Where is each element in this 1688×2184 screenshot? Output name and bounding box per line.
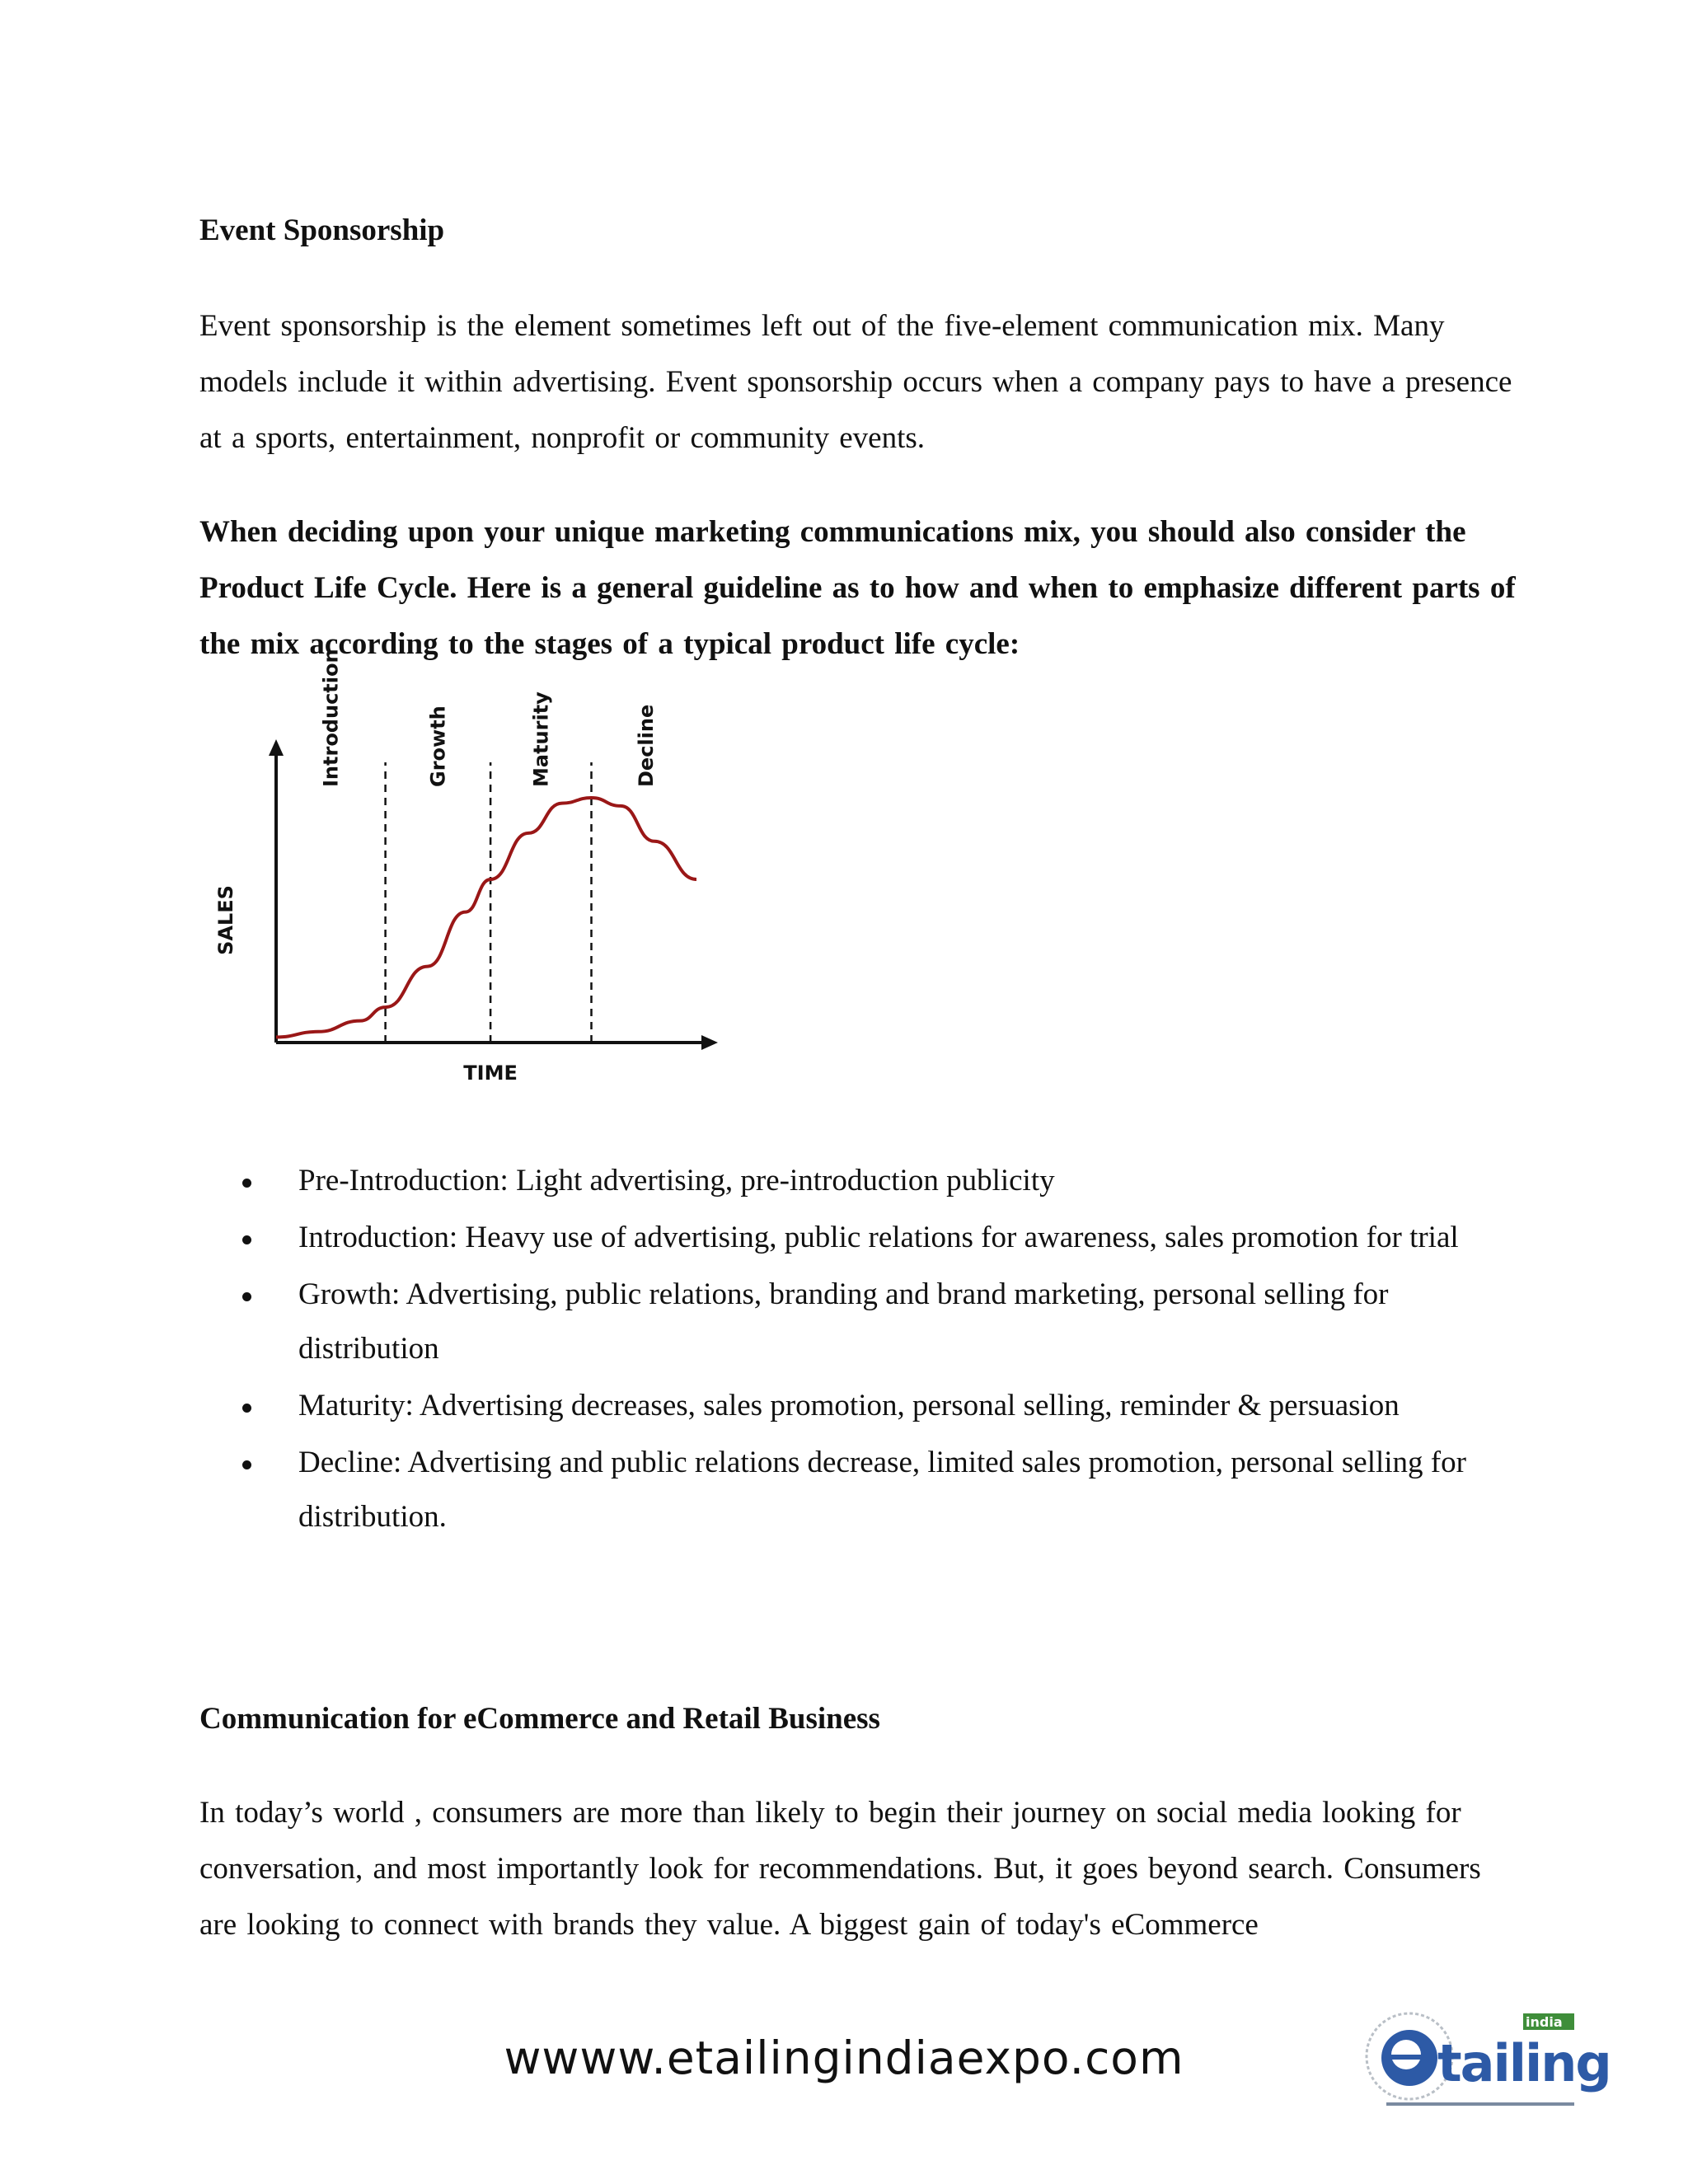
x-axis-arrow-icon <box>701 1035 718 1050</box>
y-axis-label: SALES <box>214 885 237 955</box>
bullet-icon <box>242 1179 251 1188</box>
logo-badge: india <box>1526 2014 1563 2030</box>
event-sponsorship-paragraph: Event sponsorship is the element sometimes left out of the five-element communication mix. Many models include it within advertising. Event sponsorship occurs when a company pays to have a presence at a sports, entertainment, nonprofit or community events. <box>199 309 1512 455</box>
list-item-text: Introduction: Heavy use of advertising, public relations for awareness, sales promotion for trial <box>298 1221 1459 1254</box>
list-item <box>199 1436 1485 1544</box>
etailing-logo-graphic <box>1358 1999 1611 2122</box>
list-item <box>199 1154 1485 1208</box>
list-item-text: Pre-Introduction: Light advertising, pre-introduction publicity <box>298 1164 1055 1197</box>
list-item <box>199 1379 1485 1433</box>
logo-wordmark: tailing <box>1437 2033 1611 2093</box>
bullet-icon <box>242 1235 251 1244</box>
list-item <box>199 1268 1485 1376</box>
stage-label-decline: Decline <box>634 704 658 787</box>
stage-label-maturity: Maturity <box>529 691 553 787</box>
etailing-logo <box>1358 1999 1611 2122</box>
x-axis-label: TIME <box>463 1062 518 1085</box>
event-sponsorship-heading: Event Sponsorship <box>199 213 445 247</box>
product-life-cycle-chart <box>206 649 717 1088</box>
bullet-icon <box>242 1404 251 1413</box>
stage-label-growth: Growth <box>426 705 450 787</box>
y-axis-arrow-icon <box>269 739 284 756</box>
stage-label-introduction: Introduction <box>319 649 343 787</box>
life-cycle-guideline-paragraph: When deciding upon your unique marketing communications mix, you should also consider the Product Life Cycle. Here is a general guideline as to how and when to emphasize different parts of the mix according to the stages of a typical product life cycle: <box>199 515 1516 661</box>
ecommerce-communication-paragraph: In today’s world , consumers are more than likely to begin their journey on social media looking for conversation, and most importantly look for recommendations. But, it goes beyond search. Consumers are looking to connect with brands they value. A biggest gain of today's eCommerce <box>199 1796 1481 1942</box>
sales-curve-line <box>276 798 696 1037</box>
ecommerce-communication-heading: Communication for eCommerce and Retail Business <box>199 1702 880 1736</box>
bullet-icon <box>242 1292 251 1301</box>
stage-guideline-list <box>199 1154 1485 1547</box>
list-item <box>199 1211 1485 1265</box>
product-life-cycle-svg <box>206 649 717 1088</box>
list-item-text: Growth: Advertising, public relations, branding and brand marketing, personal selling for distribution <box>298 1277 1389 1366</box>
footer-url: wwww.etailingindiaexpo.com <box>504 2032 1184 2084</box>
list-item-text: Maturity: Advertising decreases, sales promotion, personal selling, reminder & persuasion <box>298 1389 1400 1422</box>
list-item-text: Decline: Advertising and public relations decrease, limited sales promotion, personal selling for distribution. <box>298 1446 1466 1534</box>
bullet-icon <box>242 1460 251 1469</box>
